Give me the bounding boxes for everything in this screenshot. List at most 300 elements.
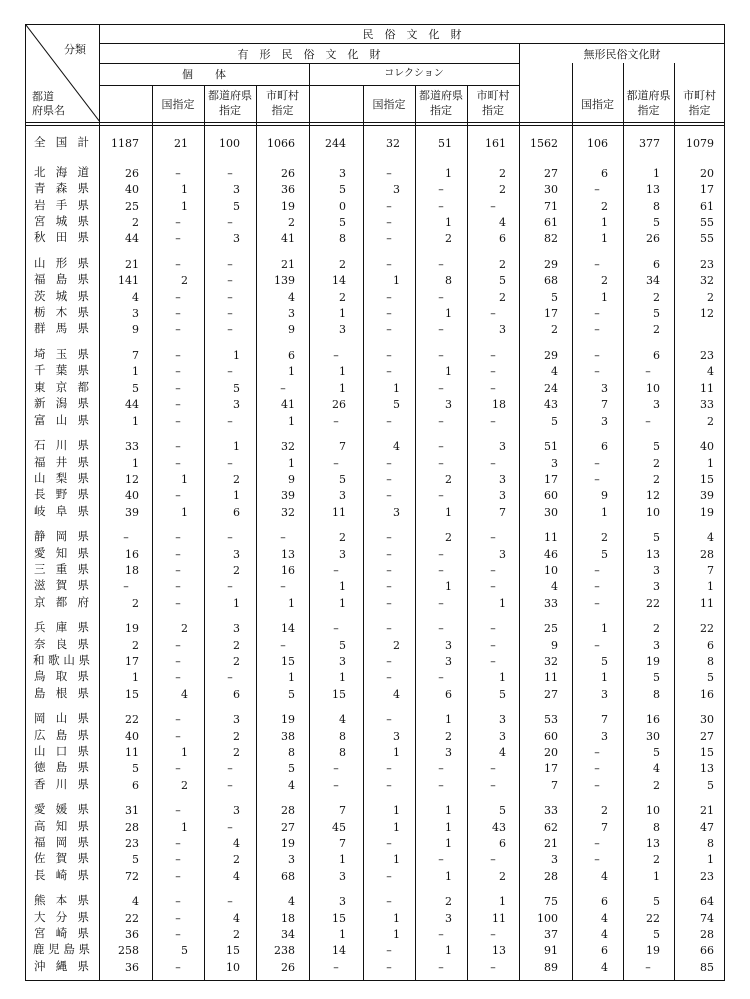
header-collection: コレクション	[384, 68, 444, 79]
table-cell: 44	[125, 398, 139, 412]
table-cell: 9	[132, 323, 139, 337]
table-cell: 19	[700, 505, 714, 519]
table-cell: 4	[132, 895, 139, 909]
table-cell: 27	[544, 167, 558, 180]
table-cell: 2	[499, 167, 506, 180]
prefecture-name: 福井県	[34, 454, 89, 469]
table-cell: –	[386, 472, 392, 486]
prefecture-name: 佐賀県	[34, 851, 89, 866]
table-cell: 15	[700, 472, 714, 486]
table-cell: –	[594, 762, 600, 776]
table-cell: 28	[544, 869, 558, 883]
table-cell: –	[438, 323, 444, 337]
table-cell: 11	[700, 596, 714, 610]
table-cell: –	[333, 563, 339, 577]
header-prefectural-2a: 都道府県	[419, 89, 463, 102]
table-cell: 5	[499, 687, 506, 701]
table-cell: –	[386, 837, 392, 851]
table-cell: 1	[601, 216, 608, 230]
table-cell: 15	[226, 944, 240, 958]
table-cell: –	[438, 349, 444, 363]
table-cell: 8	[339, 746, 346, 759]
table-cell: 27	[281, 820, 295, 834]
table-cell: 4	[393, 687, 400, 701]
table-cell: 25	[544, 622, 558, 636]
table-cell: 21	[544, 837, 558, 851]
table-cell: 33	[544, 804, 558, 818]
table-cell: –	[227, 258, 233, 272]
table-cell: –	[645, 960, 651, 974]
table-cell: 46	[544, 547, 558, 561]
table-cell: 6	[233, 505, 240, 519]
table-cell: 258	[118, 944, 139, 958]
table-cell: 51	[544, 440, 558, 454]
table-cell: 3	[132, 307, 139, 321]
table-cell: 25	[125, 199, 139, 213]
header-national-3: 国指定	[581, 98, 614, 111]
table-cell: 16	[700, 687, 714, 701]
table-cell: 19	[281, 199, 295, 213]
table-cell: 4	[499, 216, 506, 230]
table-cell: –	[175, 580, 181, 594]
table-cell: –	[175, 414, 181, 428]
table-cell: 1	[601, 290, 608, 304]
table-cell: 5	[653, 307, 660, 321]
prefecture-name: 福岡県	[34, 835, 89, 850]
table-cell: –	[227, 323, 233, 337]
header-tangible: 有 形 民 俗 文 化 財	[237, 48, 381, 61]
table-cell: 2	[445, 472, 452, 486]
table-cell: 43	[492, 820, 506, 834]
table-cell: –	[280, 531, 286, 545]
table-cell: 1	[233, 349, 240, 363]
table-cell: –	[333, 778, 339, 792]
table-cell: 3	[393, 183, 400, 197]
table-cell: 2	[233, 563, 240, 577]
table-cell: –	[175, 671, 181, 685]
table-cell: 2	[339, 531, 346, 545]
prefecture-name: 石川県	[34, 438, 89, 453]
table-cell: 11	[700, 381, 714, 395]
table-cell: 3	[601, 729, 608, 743]
table-cell: –	[438, 960, 444, 974]
table-cell: 7	[339, 837, 346, 851]
table-cell: 2	[339, 258, 346, 272]
table-cell: 2	[653, 472, 660, 486]
table-cell: 13	[492, 944, 506, 958]
table-cell: 18	[492, 398, 506, 412]
table-cell: 1	[393, 820, 400, 834]
table-cell: 3	[499, 489, 506, 503]
table-cell: 34	[281, 928, 295, 942]
table-cell: –	[438, 563, 444, 577]
prefecture-name: 和歌山県	[33, 652, 89, 667]
table-cell: –	[227, 365, 233, 379]
table-cell: 5	[653, 895, 660, 909]
table-cell: 1	[393, 746, 400, 759]
table-cell: –	[438, 853, 444, 867]
table-cell: 39	[281, 489, 295, 503]
table-cell: 38	[281, 729, 295, 743]
table-cell: –	[386, 323, 392, 337]
table-cell: 1	[445, 820, 452, 834]
table-cell: 13	[646, 837, 660, 851]
table-cell: –	[490, 622, 496, 636]
table-cell: –	[175, 167, 181, 180]
prefecture-name: 滋賀県	[34, 578, 89, 593]
table-cell: 0	[339, 199, 346, 213]
table-cell: 4	[601, 911, 608, 925]
table-cell: 23	[125, 837, 139, 851]
header-prefectural-3a: 都道府県	[626, 89, 671, 102]
table-cell: 16	[125, 547, 139, 561]
prefecture-name: 宮崎県	[34, 926, 89, 941]
prefecture-name: 長崎県	[34, 867, 89, 882]
table-cell: 5	[707, 778, 714, 792]
table-cell: –	[594, 853, 600, 867]
table-cell: 40	[125, 729, 139, 743]
table-cell: 32	[386, 137, 400, 150]
table-cell: –	[175, 928, 181, 942]
prefecture-name: 群馬県	[34, 321, 89, 336]
table-cell: –	[594, 258, 600, 272]
table-cell: –	[227, 290, 233, 304]
table-cell: 26	[281, 960, 295, 974]
table-cell: 2	[499, 183, 506, 197]
table-cell: –	[438, 622, 444, 636]
prefecture-name: 香川県	[34, 776, 89, 791]
table-cell: –	[490, 307, 496, 321]
table-cell: 5	[339, 472, 346, 486]
table-cell: 18	[125, 563, 139, 577]
table-cell: 10	[646, 505, 660, 519]
table-cell: 4	[339, 713, 346, 727]
header-intangible: 無形民俗文化財	[583, 48, 661, 61]
table-cell: –	[490, 778, 496, 792]
table-cell: 3	[551, 853, 558, 867]
table-cell: 1	[288, 414, 295, 428]
table-cell: 12	[125, 472, 139, 486]
table-cell: 13	[646, 183, 660, 197]
table-cell: 8	[653, 199, 660, 213]
prefecture-name: 三重県	[34, 561, 89, 576]
table-cell: 30	[700, 713, 714, 727]
table-cell: 11	[492, 911, 506, 925]
table-cell: 3	[445, 746, 452, 759]
table-cell: –	[386, 547, 392, 561]
table-cell: 1	[233, 596, 240, 610]
table-cell: 60	[544, 729, 558, 743]
table-cell: –	[386, 290, 392, 304]
table-cell: 5	[653, 440, 660, 454]
prefecture-name: 愛媛県	[34, 802, 89, 817]
table-cell: –	[438, 489, 444, 503]
table-cell: 7	[339, 440, 346, 454]
table-cell: 33	[700, 398, 714, 412]
table-cell: –	[386, 778, 392, 792]
table-cell: 1	[601, 671, 608, 685]
table-cell: 5	[288, 762, 295, 776]
prefecture-name: 長野県	[34, 487, 89, 502]
table-cell: 4	[551, 580, 558, 594]
prefecture-name: 熊本県	[34, 893, 89, 908]
table-cell: 15	[281, 654, 295, 668]
table-cell: 100	[537, 911, 558, 925]
table-cell: 3	[233, 183, 240, 197]
table-cell: 1	[288, 365, 295, 379]
table-cell: 23	[700, 349, 714, 363]
table-cell: 139	[274, 274, 295, 288]
table-cell: –	[438, 258, 444, 272]
table-cell: 22	[125, 911, 139, 925]
table-cell: 3	[339, 869, 346, 883]
table-cell: –	[227, 167, 233, 180]
table-cell: 2	[233, 472, 240, 486]
table-cell: 4	[233, 837, 240, 851]
table-cell: 3	[445, 638, 452, 652]
table-cell: 4	[601, 928, 608, 942]
col-line-1	[152, 85, 153, 980]
table-cell: 34	[646, 274, 660, 288]
prefecture-name: 愛知県	[34, 545, 89, 560]
prefecture-name: 静岡県	[34, 529, 89, 544]
table-cell: 64	[700, 895, 714, 909]
table-cell: –	[175, 290, 181, 304]
table-cell: 4	[601, 960, 608, 974]
table-cell: 1	[132, 456, 139, 470]
table-cell: 10	[544, 563, 558, 577]
table-cell: –	[175, 349, 181, 363]
table-cell: –	[386, 654, 392, 668]
table-cell: 1	[339, 853, 346, 867]
table-cell: 3	[499, 440, 506, 454]
table-cell: 4	[707, 365, 714, 379]
header-prefectural-1b: 指定	[219, 104, 241, 117]
table-cell: –	[333, 414, 339, 428]
table-cell: 26	[332, 398, 346, 412]
table-cell: 1	[445, 307, 452, 321]
corner-prefecture-label-1: 都道	[32, 90, 54, 103]
table-cell: –	[490, 960, 496, 974]
table-cell: –	[175, 804, 181, 818]
table-cell: 5	[601, 547, 608, 561]
table-cell: –	[175, 307, 181, 321]
table-cell: 3	[339, 654, 346, 668]
table-cell: 1	[445, 580, 452, 594]
table-cell: 2	[653, 323, 660, 337]
table-cell: –	[386, 762, 392, 776]
table-cell: –	[438, 414, 444, 428]
table-cell: 5	[653, 531, 660, 545]
table-cell: 22	[646, 911, 660, 925]
header-municipal-2a: 市町村	[476, 89, 510, 102]
table-cell: 8	[707, 837, 714, 851]
table-cell: 17	[544, 762, 558, 776]
statistics-table	[25, 24, 725, 981]
header-individual: 個 体	[182, 68, 226, 81]
table-cell: 23	[700, 869, 714, 883]
table-cell: 43	[544, 398, 558, 412]
table-cell: 2	[601, 804, 608, 818]
prefecture-name: 徳島県	[34, 760, 89, 775]
table-cell: 2	[132, 216, 139, 230]
table-cell: 1	[499, 596, 506, 610]
table-cell: 41	[281, 398, 295, 412]
table-cell: 21	[174, 137, 188, 150]
table-cell: 22	[700, 622, 714, 636]
table-cell: 1	[181, 505, 188, 519]
table-cell: 5	[339, 183, 346, 197]
table-cell: 1562	[530, 137, 558, 150]
table-cell: –	[438, 456, 444, 470]
table-cell: 3	[339, 895, 346, 909]
table-cell: –	[333, 762, 339, 776]
table-cell: 4	[601, 869, 608, 883]
table-cell: –	[280, 638, 286, 652]
table-cell: 161	[485, 137, 506, 150]
prefecture-name: 京都府	[34, 594, 89, 609]
table-cell: 21	[125, 258, 139, 272]
table-cell: 19	[125, 622, 139, 636]
prefecture-name: 栃木県	[34, 305, 89, 320]
table-cell: –	[386, 349, 392, 363]
table-cell: 14	[281, 622, 295, 636]
table-cell: 44	[125, 232, 139, 246]
table-cell: 1	[445, 804, 452, 818]
table-cell: –	[175, 216, 181, 230]
table-cell: 3	[601, 381, 608, 395]
table-cell: 3	[233, 622, 240, 636]
table-cell: –	[175, 323, 181, 337]
header-bottom-line	[26, 122, 725, 123]
table-cell: 7	[601, 820, 608, 834]
header-prefectural-2b: 指定	[430, 104, 452, 117]
table-cell: 62	[544, 820, 558, 834]
table-cell: 2	[288, 216, 295, 230]
table-cell: –	[175, 381, 181, 395]
table-cell: –	[490, 853, 496, 867]
table-cell: 12	[700, 307, 714, 321]
table-cell: –	[280, 580, 286, 594]
table-cell: 71	[544, 199, 558, 213]
table-cell: 1187	[111, 137, 139, 150]
table-cell: 1	[445, 869, 452, 883]
table-cell: 29	[544, 258, 558, 272]
table-cell: 5	[653, 746, 660, 759]
table-cell: 3	[339, 489, 346, 503]
table-cell: –	[490, 638, 496, 652]
table-cell: 60	[544, 489, 558, 503]
table-cell: 100	[219, 137, 240, 150]
table-cell: 36	[125, 960, 139, 974]
table-cell: 36	[281, 183, 295, 197]
table-cell: –	[438, 762, 444, 776]
table-cell: 3	[393, 505, 400, 519]
table-cell: 33	[544, 596, 558, 610]
table-cell: 3	[288, 853, 295, 867]
table-cell: 10	[646, 804, 660, 818]
table-cell: –	[227, 762, 233, 776]
header-national-1: 国指定	[161, 98, 195, 111]
table-cell: 1	[707, 456, 714, 470]
table-cell: 1	[499, 671, 506, 685]
table-cell: 106	[587, 137, 608, 150]
table-cell: 32	[544, 654, 558, 668]
table-cell: 1	[132, 414, 139, 428]
table-cell: 82	[544, 232, 558, 246]
table-cell: 2	[445, 531, 452, 545]
table-cell: 2	[653, 778, 660, 792]
table-cell: 27	[700, 729, 714, 743]
table-cell: 1	[445, 713, 452, 727]
table-cell: 6	[132, 778, 139, 792]
table-cell: –	[645, 414, 651, 428]
table-cell: 2	[233, 853, 240, 867]
table-cell: –	[490, 199, 496, 213]
table-cell: 11	[544, 671, 558, 685]
prefecture-name: 富山県	[34, 412, 89, 427]
table-cell: –	[386, 563, 392, 577]
table-cell: –	[490, 563, 496, 577]
table-cell: –	[438, 778, 444, 792]
table-cell: 1	[601, 232, 608, 246]
table-cell: 74	[700, 911, 714, 925]
table-cell: 6	[601, 440, 608, 454]
table-cell: 30	[646, 729, 660, 743]
table-cell: 31	[125, 804, 139, 818]
table-cell: 21	[700, 804, 714, 818]
col-line-5	[363, 85, 364, 980]
table-cell: –	[594, 307, 600, 321]
table-cell: 3	[233, 232, 240, 246]
table-cell: 4	[499, 746, 506, 759]
table-cell: –	[438, 440, 444, 454]
table-cell: –	[386, 622, 392, 636]
table-cell: 21	[281, 258, 295, 272]
table-cell: 1	[233, 440, 240, 454]
table-cell: 1	[288, 671, 295, 685]
prefecture-name: 岩手県	[34, 197, 89, 212]
table-cell: 1	[339, 365, 346, 379]
table-cell: –	[175, 713, 181, 727]
table-cell: –	[175, 365, 181, 379]
table-cell: 238	[274, 944, 295, 958]
table-cell: 3	[653, 638, 660, 652]
row-gap-line	[26, 125, 725, 126]
table-cell: –	[386, 365, 392, 379]
table-cell: 2	[233, 746, 240, 759]
table-cell: –	[333, 960, 339, 974]
table-cell: –	[227, 820, 233, 834]
table-cell: –	[227, 216, 233, 230]
prefecture-name: 全国計	[34, 135, 89, 149]
table-cell: 1	[339, 928, 346, 942]
table-cell: 1079	[686, 137, 714, 150]
table-cell: 5	[653, 928, 660, 942]
table-cell: –	[594, 746, 600, 759]
table-cell: –	[175, 456, 181, 470]
table-cell: 17	[544, 307, 558, 321]
table-cell: –	[227, 307, 233, 321]
table-cell: 15	[125, 687, 139, 701]
table-cell: 91	[544, 944, 558, 958]
table-cell: 2	[707, 290, 714, 304]
table-cell: –	[227, 274, 233, 288]
table-cell: 2	[499, 290, 506, 304]
table-cell: 55	[700, 232, 714, 246]
table-cell: –	[490, 762, 496, 776]
table-cell: 68	[544, 274, 558, 288]
